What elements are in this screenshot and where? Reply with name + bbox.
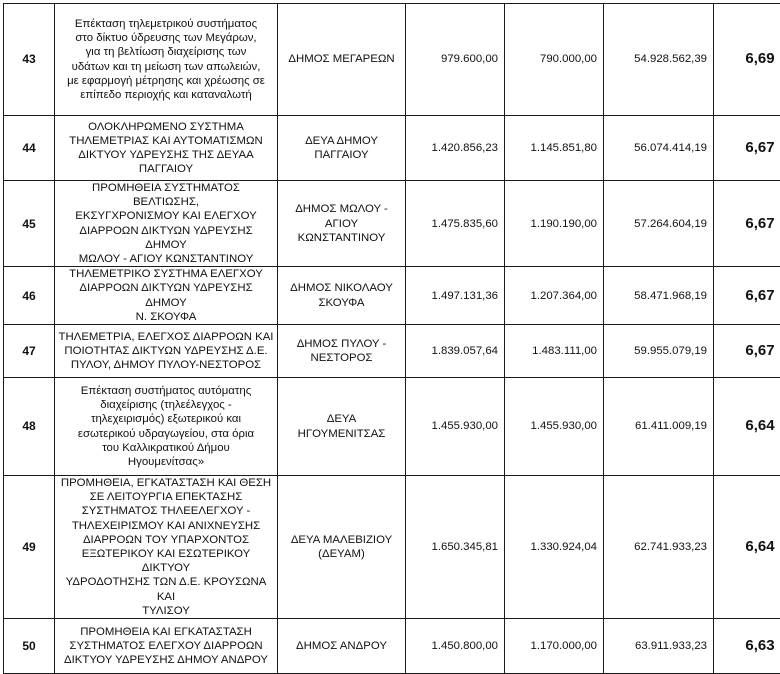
eligible-amount: 1.330.924,04 xyxy=(505,476,604,619)
project-title xyxy=(55,619,278,674)
eligible-amount: 790.000,00 xyxy=(505,4,604,116)
budget-amount: 979.600,00 xyxy=(406,4,505,116)
project-title xyxy=(55,378,278,476)
score-value: 6,69 xyxy=(714,4,780,116)
cumulative-amount: 61.411.009,19 xyxy=(604,378,714,476)
cumulative-amount: 59.955.079,19 xyxy=(604,325,714,378)
budget-amount: 1.839.057,64 xyxy=(406,325,505,378)
row-number: 47 xyxy=(4,325,55,378)
score-value: 6,67 xyxy=(714,267,780,325)
beneficiary xyxy=(278,267,406,325)
table-row xyxy=(4,267,780,325)
beneficiary-text: ΔΗΜΟΣ ΑΝΔΡΟΥ xyxy=(281,639,402,653)
project-title xyxy=(55,116,278,181)
budget-amount: 1.475.835,60 xyxy=(406,181,505,267)
project-title-text: ΤΗΛΕΜΕΤΡΙΚΟ ΣΥΣΤΗΜΑ ΕΛΕΓΧΟΥ ΔΙΑΡΡΟΩΝ ΔΙΚΤΥΩΝ ΥΔΡΕΥΣΗΣ ΔΗΜΟΥ Ν. ΣΚΟΥΦΑ xyxy=(58,267,274,324)
project-title-text: ΠΡΟΜΗΘΕΙΑ ΣΥΣΤΗΜΑΤΟΣ ΒΕΛΤΙΩΣΗΣ, ΕΚΣΥΓΧΡΟΝΙΣΜΟΥ ΚΑΙ ΕΛΕΓΧΟΥ ΔΙΑΡΡΟΩΝ ΔΙΚΤΥΩΝ ΥΔΡΕΥΣΗΣ ΔΗΜΟΥ ΜΩΛΟΥ - ΑΓΙΟΥ ΚΩΝΣΤΑΝΤΙΝΟΥ xyxy=(58,181,274,266)
beneficiary-text: ΔΗΜΟΣ ΝΙΚΟΛΑΟΥ ΣΚΟΥΦΑ xyxy=(281,281,402,309)
table-row xyxy=(4,476,780,619)
row-number: 49 xyxy=(4,476,55,619)
table-row xyxy=(4,116,780,181)
project-title xyxy=(55,4,278,116)
eligible-amount: 1.207.364,00 xyxy=(505,267,604,325)
project-title-text: ΤΗΛΕΜΕΤΡΙΑ, ΕΛΕΓΧΟΣ ΔΙΑΡΡΟΩΝ ΚΑΙ ΠΟΙΟΤΗΤΑΣ ΔΙΚΤΥΩΝ ΥΔΡΕΥΣΗΣ Δ.Ε. ΠΥΛΟΥ, ΔΗΜΟΥ ΠΥΛΟΥ-ΝΕΣΤΟΡΟΣ xyxy=(58,330,274,373)
score-value: 6,64 xyxy=(714,476,780,619)
budget-amount: 1.650.345,81 xyxy=(406,476,505,619)
project-title xyxy=(55,181,278,267)
table-body xyxy=(4,4,780,674)
score-value: 6,67 xyxy=(714,325,780,378)
eligible-amount: 1.170.000,00 xyxy=(505,619,604,674)
budget-amount: 1.420.856,23 xyxy=(406,116,505,181)
beneficiary-text: ΔΕΥΑ ΔΗΜΟΥ ΠΑΓΓΑΙΟΥ xyxy=(281,134,402,162)
row-number: 44 xyxy=(4,116,55,181)
score-value: 6,64 xyxy=(714,378,780,476)
cumulative-amount: 63.911.933,23 xyxy=(604,619,714,674)
eligible-amount: 1.190.190,00 xyxy=(505,181,604,267)
beneficiary xyxy=(278,619,406,674)
score-value: 6,63 xyxy=(714,619,780,674)
project-title-text: Επέκταση τηλεμετρικού συστήματος στο δίκτυο ύδρευσης των Μεγάρων, για τη βελτίωση διαχείρισης των υδάτων και τη μείωση των απωλειών, με εφαρμογή μέτρησης και χρέωσης σε επίπεδο περιοχής και καταναλωτή xyxy=(58,17,274,102)
beneficiary xyxy=(278,181,406,267)
beneficiary xyxy=(278,4,406,116)
beneficiary-text: ΔΕΥΑ ΗΓΟΥΜΕΝΙΤΣΑΣ xyxy=(281,412,402,440)
cumulative-amount: 62.741.933,23 xyxy=(604,476,714,619)
project-title-text: ΟΛΟΚΛΗΡΩΜΕΝΟ ΣΥΣΤΗΜΑ ΤΗΛΕΜΕΤΡΙΑΣ ΚΑΙ ΑΥΤΟΜΑΤΙΣΜΩΝ ΔΙΚΤΥΟΥ ΥΔΡΕΥΣΗΣ ΤΗΣ ΔΕΥΑΑ ΠΑΓΓΑΙΟΥ xyxy=(58,120,274,177)
table-row xyxy=(4,619,780,674)
project-title xyxy=(55,325,278,378)
project-title xyxy=(55,476,278,619)
beneficiary xyxy=(278,378,406,476)
score-value: 6,67 xyxy=(714,181,780,267)
project-title-text: ΠΡΟΜΗΘΕΙΑ ΚΑΙ ΕΓΚΑΤΑΣΤΑΣΗ ΣΥΣΤΗΜΑΤΟΣ ΕΛΕΓΧΟΥ ΔΙΑΡΡΟΩΝ ΔΙΚΤΥΟΥ ΥΔΡΕΥΣΗΣ ΔΗΜΟΥ ΑΝΔΡΟΥ xyxy=(58,625,274,668)
cumulative-amount: 56.074.414,19 xyxy=(604,116,714,181)
table-row xyxy=(4,4,780,116)
eligible-amount: 1.483.111,00 xyxy=(505,325,604,378)
table-row xyxy=(4,378,780,476)
row-number: 43 xyxy=(4,4,55,116)
beneficiary xyxy=(278,116,406,181)
beneficiary-text: ΔΗΜΟΣ ΜΩΛΟΥ - ΑΓΙΟΥ ΚΩΝΣΤΑΝΤΙΝΟΥ xyxy=(281,202,402,245)
cumulative-amount: 58.471.968,19 xyxy=(604,267,714,325)
cumulative-amount: 54.928.562,39 xyxy=(604,4,714,116)
cumulative-amount: 57.264.604,19 xyxy=(604,181,714,267)
budget-amount: 1.497.131,36 xyxy=(406,267,505,325)
beneficiary xyxy=(278,476,406,619)
table-row xyxy=(4,181,780,267)
row-number: 50 xyxy=(4,619,55,674)
beneficiary-text: ΔΗΜΟΣ ΜΕΓΑΡΕΩΝ xyxy=(281,52,402,66)
beneficiary xyxy=(278,325,406,378)
eligible-amount: 1.145.851,80 xyxy=(505,116,604,181)
table-row xyxy=(4,325,780,378)
budget-amount: 1.455.930,00 xyxy=(406,378,505,476)
beneficiary-text: ΔΗΜΟΣ ΠΥΛΟΥ - ΝΕΣΤΟΡΟΣ xyxy=(281,337,402,365)
row-number: 45 xyxy=(4,181,55,267)
score-value: 6,67 xyxy=(714,116,780,181)
project-title-text: Επέκταση συστήματος αυτόματης διαχείρισης (τηλεέλεγχος - τηλεχειρισμός) εξωτερικού και εσωτερικού υδραγωγείου, στα όρια του Καλλικρατικού Δήμου Ηγουμενίτσας» xyxy=(58,384,274,469)
project-title xyxy=(55,267,278,325)
row-number: 46 xyxy=(4,267,55,325)
row-number: 48 xyxy=(4,378,55,476)
eligible-amount: 1.455.930,00 xyxy=(505,378,604,476)
project-title-text: ΠΡΟΜΗΘΕΙΑ, ΕΓΚΑΤΑΣΤΑΣΗ ΚΑΙ ΘΕΣΗ ΣΕ ΛΕΙΤΟΥΡΓΙΑ ΕΠΕΚΤΑΣΗΣ ΣΥΣΤΗΜΑΤΟΣ ΤΗΛΕΕΛΕΓΧΟΥ - ΤΗΛΕΧΕΙΡΙΣΜΟΥ ΚΑΙ ΑΝΙΧΝΕΥΣΗΣ ΔΙΑΡΡΟΩΝ ΤΟΥ ΥΠΑΡΧΟΝΤΟΣ ΕΞΩΤΕΡΙΚΟΥ ΚΑΙ ΕΣΩΤΕΡΙΚΟΥ ΔΙΚΤΥΟΥ ΥΔΡΟΔΟΤΗΣΗΣ ΤΩΝ Δ.Ε. ΚΡΟΥΣΩΝΑ ΚΑΙ ΤΥΛΙΣΟΥ xyxy=(58,476,274,618)
beneficiary-text: ΔΕΥΑ ΜΑΛΕΒΙΖΙΟΥ (ΔΕΥΑΜ) xyxy=(281,533,402,561)
projects-table xyxy=(3,3,780,674)
budget-amount: 1.450.800,00 xyxy=(406,619,505,674)
